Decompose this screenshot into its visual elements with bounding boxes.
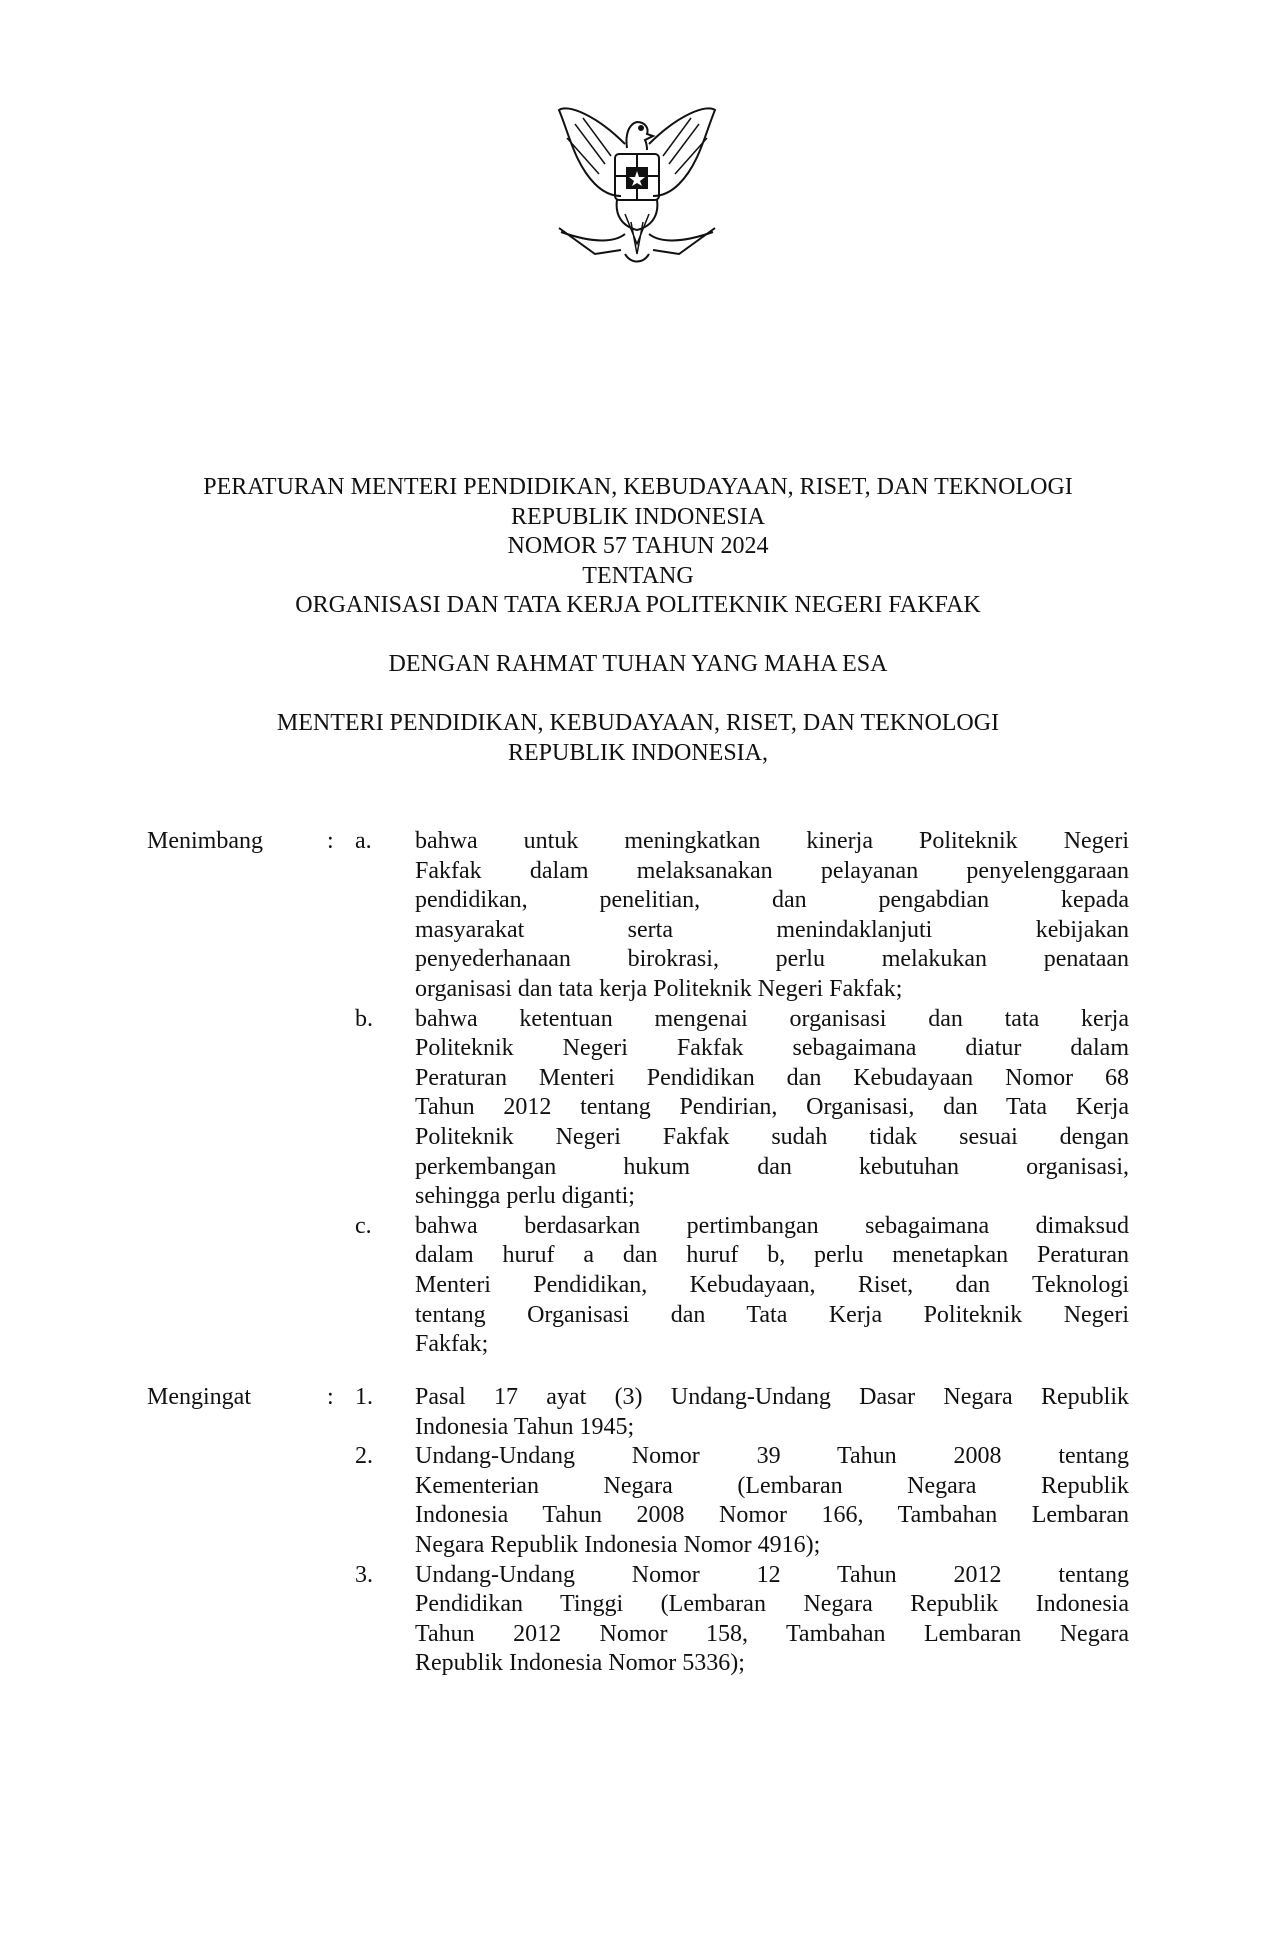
text-line: penyederhanaan birokrasi, perlu melakukan penataan bbox=[415, 946, 1129, 973]
text-line: Republik Indonesia Nomor 5336); bbox=[415, 1650, 745, 1677]
text-line: Undang-Undang Nomor 39 Tahun 2008 tentang bbox=[415, 1443, 1129, 1470]
issuer-line: MENTERI PENDIDIKAN, KEBUDAYAAN, RISET, DAN TEKNOLOGI bbox=[276, 710, 1000, 736]
menimbang-label: Menimbang bbox=[147, 828, 263, 854]
menimbang-item bbox=[147, 1212, 1131, 1360]
text-line: organisasi dan tata kerja Politeknik Negeri Fakfak; bbox=[415, 975, 903, 1002]
title-line: TENTANG bbox=[582, 562, 694, 589]
text-line: pendidikan, penelitian, dan pengabdian kepada bbox=[415, 887, 1129, 914]
mengingat-section bbox=[147, 1383, 1131, 1679]
item-text bbox=[415, 1212, 1129, 1360]
text-line: Pasal 17 ayat (3) Undang-Undang Dasar Negara Republik bbox=[415, 1384, 1129, 1410]
menimbang-item bbox=[147, 1005, 1131, 1212]
item-marker: b. bbox=[355, 1005, 373, 1032]
issuer bbox=[0, 709, 1276, 768]
item-marker: a. bbox=[355, 828, 372, 854]
text-line: sehingga perlu diganti; bbox=[415, 1183, 635, 1210]
item-text bbox=[415, 827, 1129, 1005]
mengingat-item bbox=[147, 1561, 1131, 1679]
regulation-title bbox=[0, 473, 1276, 621]
text-line: Politeknik Negeri Fakfak sebagaimana diatur dalam bbox=[415, 1035, 1129, 1062]
text-line: dalam huruf a dan huruf b, perlu menetapkan Peraturan bbox=[415, 1242, 1129, 1269]
title-line: PERATURAN MENTERI PENDIDIKAN, KEBUDAYAAN, RISET, DAN TEKNOLOGI bbox=[203, 474, 1073, 500]
text-line: Peraturan Menteri Pendidikan dan Kebudayaan Nomor 68 bbox=[415, 1064, 1129, 1091]
item-marker: 1. bbox=[355, 1384, 373, 1410]
mengingat-item bbox=[147, 1383, 1131, 1442]
text-line: Pendidikan Tinggi (Lembaran Negara Republik Indonesia bbox=[415, 1591, 1129, 1618]
menimbang-section bbox=[147, 827, 1131, 1360]
invocation-text: DENGAN RAHMAT TUHAN YANG MAHA ESA bbox=[388, 651, 888, 677]
item-text bbox=[415, 1383, 1129, 1442]
text-line: Tahun 2012 Nomor 158, Tambahan Lembaran Negara bbox=[415, 1620, 1129, 1647]
title-line: ORGANISASI DAN TATA KERJA POLITEKNIK NEGERI FAKFAK bbox=[295, 592, 981, 619]
item-marker: 3. bbox=[355, 1561, 373, 1588]
text-line: Fakfak dalam melaksanakan pelayanan penyelenggaraan bbox=[415, 857, 1129, 884]
text-line: perkembangan hukum dan kebutuhan organisasi, bbox=[415, 1153, 1129, 1180]
text-line: bahwa berdasarkan pertimbangan sebagaimana dimaksud bbox=[415, 1212, 1129, 1239]
colon: : bbox=[327, 1384, 334, 1410]
text-line: Undang-Undang Nomor 12 Tahun 2012 tentang bbox=[415, 1561, 1129, 1588]
title-line: NOMOR 57 TAHUN 2024 bbox=[507, 533, 769, 560]
title-line: REPUBLIK INDONESIA bbox=[511, 503, 765, 530]
item-text bbox=[415, 1442, 1129, 1560]
text-line: Indonesia Tahun 1945; bbox=[415, 1413, 635, 1440]
text-line: Menteri Pendidikan, Kebudayaan, Riset, dan Teknologi bbox=[415, 1271, 1129, 1298]
mengingat-label: Mengingat bbox=[147, 1384, 251, 1410]
text-line: Kementerian Negara (Lembaran Negara Republik bbox=[415, 1472, 1129, 1499]
item-marker: 2. bbox=[355, 1443, 373, 1470]
text-line: Politeknik Negeri Fakfak sudah tidak sesuai dengan bbox=[415, 1123, 1129, 1150]
text-line: tentang Organisasi dan Tata Kerja Politeknik Negeri bbox=[415, 1301, 1129, 1328]
item-text bbox=[415, 1561, 1129, 1679]
issuer-line: REPUBLIK INDONESIA, bbox=[508, 739, 768, 766]
text-line: Tahun 2012 tentang Pendirian, Organisasi, dan Tata Kerja bbox=[415, 1094, 1129, 1121]
item-text bbox=[415, 1005, 1129, 1212]
mengingat-item bbox=[147, 1442, 1131, 1560]
text-line: Negara Republik Indonesia Nomor 4916); bbox=[415, 1531, 821, 1558]
garuda-emblem bbox=[555, 104, 719, 270]
colon: : bbox=[327, 828, 334, 854]
text-line: Fakfak; bbox=[415, 1331, 489, 1358]
text-line: Indonesia Tahun 2008 Nomor 166, Tambahan Lembaran bbox=[415, 1502, 1129, 1529]
text-line: masyarakat serta menindaklanjuti kebijakan bbox=[415, 916, 1129, 943]
text-line: bahwa ketentuan mengenai organisasi dan tata kerja bbox=[415, 1005, 1129, 1032]
text-line: bahwa untuk meningkatkan kinerja Politeknik Negeri bbox=[415, 828, 1129, 854]
item-marker: c. bbox=[355, 1212, 372, 1239]
invocation bbox=[0, 650, 1276, 680]
menimbang-item bbox=[147, 827, 1131, 1005]
